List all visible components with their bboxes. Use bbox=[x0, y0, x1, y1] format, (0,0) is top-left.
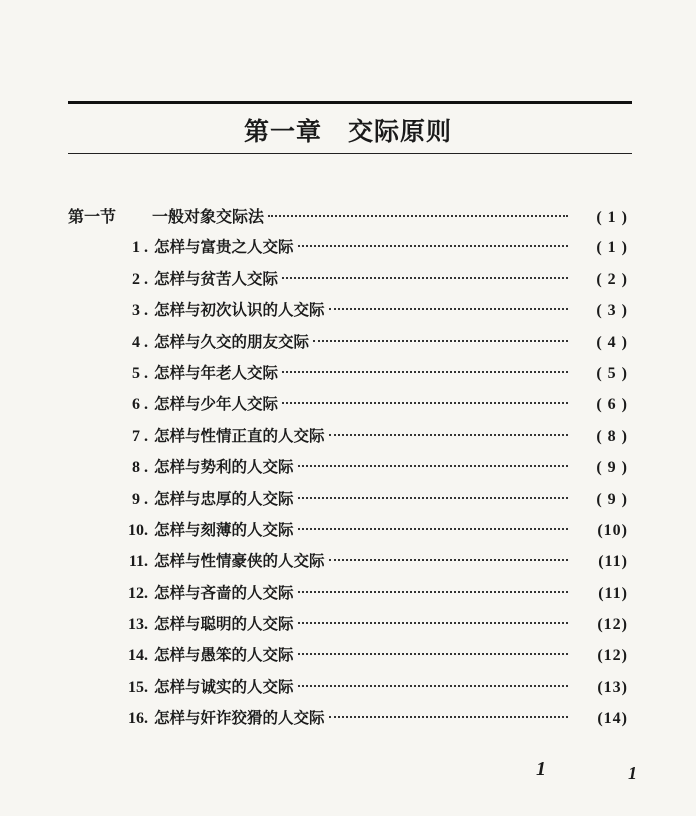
item-page: ( 6 ) bbox=[596, 396, 628, 414]
toc-item-row bbox=[68, 612, 628, 643]
item-number: 2 . bbox=[132, 270, 148, 288]
item-page: ( 4 ) bbox=[596, 333, 628, 351]
chapter-title: 第一章 交际原则 bbox=[243, 117, 452, 146]
item-title: 怎样与贫苦人交际 bbox=[154, 268, 279, 288]
item-number: 7 . bbox=[132, 427, 148, 445]
item-page: ( 9 ) bbox=[596, 490, 628, 508]
item-title: 怎样与聪明的人交际 bbox=[154, 614, 294, 634]
section-title: 一般对象交际法 bbox=[152, 207, 265, 226]
toc-item-row bbox=[68, 487, 628, 518]
toc-section-row bbox=[68, 204, 628, 235]
leader-dots bbox=[298, 497, 568, 499]
bottom-rule bbox=[68, 153, 632, 154]
toc-item-list bbox=[68, 235, 628, 737]
item-page: ( 5 ) bbox=[596, 364, 628, 382]
item-number: 6 . bbox=[132, 396, 148, 414]
item-page: (10) bbox=[597, 521, 628, 539]
item-page: ( 8 ) bbox=[596, 427, 628, 445]
item-title: 怎样与势利的人交际 bbox=[154, 457, 294, 477]
leader-dots bbox=[298, 528, 568, 530]
item-number: 5 . bbox=[132, 364, 148, 382]
toc-item-row bbox=[68, 706, 628, 737]
toc-item-row bbox=[68, 392, 628, 423]
toc-item-row bbox=[68, 549, 628, 580]
page-folio: 1 bbox=[536, 758, 546, 780]
leader-dots bbox=[282, 402, 568, 404]
leader-dots bbox=[282, 277, 568, 279]
item-number: 1 . bbox=[132, 239, 148, 257]
item-page: ( 1 ) bbox=[596, 239, 628, 257]
item-title: 怎样与初次认识的人交际 bbox=[154, 300, 325, 320]
leader-dots bbox=[298, 245, 568, 247]
leader-dots bbox=[282, 371, 568, 373]
item-page: ( 9 ) bbox=[596, 459, 628, 477]
item-number: 16. bbox=[128, 710, 148, 728]
item-page: ( 2 ) bbox=[596, 270, 628, 288]
section-page: ( 1 ) bbox=[596, 209, 628, 226]
leader-dots bbox=[329, 434, 568, 436]
leader-dots bbox=[329, 559, 568, 561]
toc-item-row bbox=[68, 330, 628, 361]
item-page: (11) bbox=[598, 553, 628, 571]
item-title: 怎样与忠厚的人交际 bbox=[154, 488, 294, 508]
item-title: 怎样与诚实的人交际 bbox=[154, 676, 294, 696]
leader-dots bbox=[298, 465, 568, 467]
leader-dots bbox=[329, 308, 568, 310]
leader-dots bbox=[298, 685, 568, 687]
item-number: 4 . bbox=[132, 333, 148, 351]
item-number: 11. bbox=[128, 553, 148, 571]
item-title: 怎样与奸诈狡猾的人交际 bbox=[154, 708, 325, 728]
item-number: 8 . bbox=[132, 459, 148, 477]
leader-dots bbox=[313, 340, 568, 342]
item-number: 13. bbox=[128, 616, 148, 634]
section-number: 第一节 bbox=[68, 207, 117, 226]
item-page: (14) bbox=[597, 710, 628, 728]
toc-item-row bbox=[68, 518, 628, 549]
toc-item-row bbox=[68, 298, 628, 329]
item-title: 怎样与刻薄的人交际 bbox=[154, 519, 294, 539]
toc-item-row bbox=[68, 455, 628, 486]
toc-item-row bbox=[68, 581, 628, 612]
item-title: 怎样与愚笨的人交际 bbox=[154, 645, 294, 665]
toc-item-row bbox=[68, 643, 628, 674]
toc-item-row bbox=[68, 235, 628, 266]
item-title: 怎样与吝啬的人交际 bbox=[154, 582, 294, 602]
item-title: 怎样与久交的朋友交际 bbox=[154, 331, 310, 351]
item-number: 12. bbox=[128, 584, 148, 602]
item-title: 怎样与富贵之人交际 bbox=[154, 237, 294, 257]
toc-item-row bbox=[68, 424, 628, 455]
item-title: 怎样与性情豪侠的人交际 bbox=[154, 551, 325, 571]
leader-dots bbox=[298, 622, 568, 624]
item-title: 怎样与年老人交际 bbox=[154, 362, 279, 382]
item-number: 15. bbox=[128, 678, 148, 696]
item-number: 14. bbox=[128, 647, 148, 665]
toc-item-row bbox=[68, 675, 628, 706]
leader-dots bbox=[268, 215, 568, 217]
item-number: 3 . bbox=[132, 302, 148, 320]
item-number: 10. bbox=[128, 521, 148, 539]
leader-dots bbox=[298, 591, 568, 593]
leader-dots bbox=[298, 653, 568, 655]
item-page: (11) bbox=[598, 584, 628, 602]
item-page: (13) bbox=[597, 678, 628, 696]
item-page: ( 3 ) bbox=[596, 302, 628, 320]
item-number: 9 . bbox=[132, 490, 148, 508]
toc-item-row bbox=[68, 267, 628, 298]
item-title: 怎样与性情正直的人交际 bbox=[154, 425, 325, 445]
toc-item-row bbox=[68, 361, 628, 392]
page-folio-mark: 1 bbox=[628, 763, 637, 783]
item-title: 怎样与少年人交际 bbox=[154, 394, 279, 414]
leader-dots bbox=[329, 716, 568, 718]
table-of-contents bbox=[68, 204, 628, 738]
item-page: (12) bbox=[597, 647, 628, 665]
top-rule bbox=[68, 101, 632, 104]
item-page: (12) bbox=[597, 616, 628, 634]
